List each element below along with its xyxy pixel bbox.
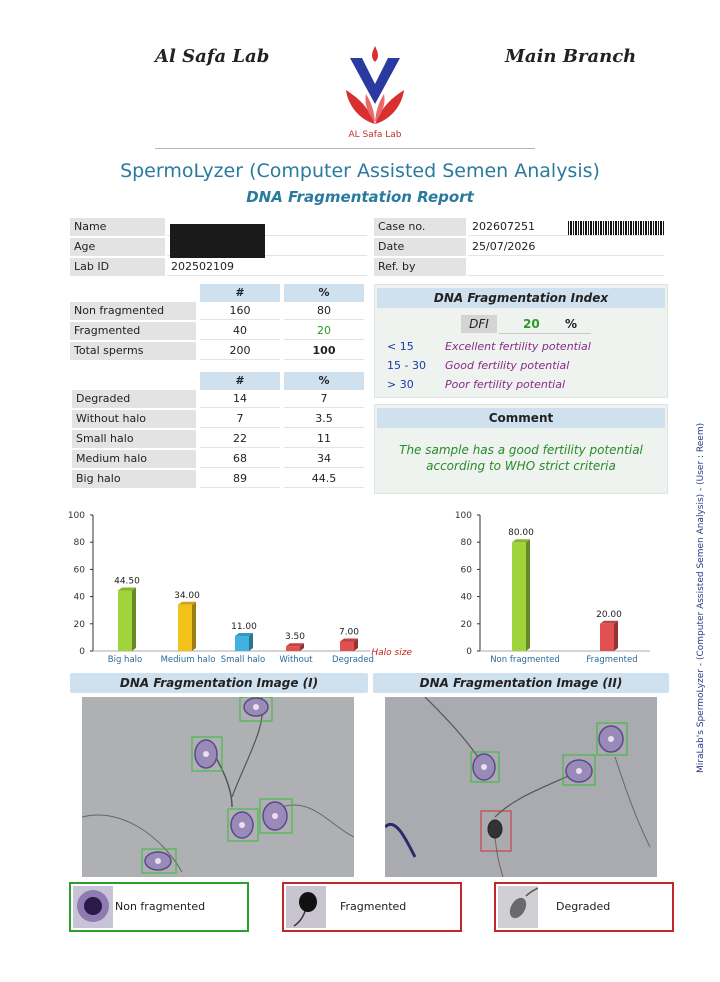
branch-name: Main Branch xyxy=(505,46,637,67)
halo-num: 89 xyxy=(200,470,280,488)
x-tick-label: Non fragmented xyxy=(490,655,560,665)
degraded-sample-icon xyxy=(498,886,538,928)
x-tick-label: Without xyxy=(279,655,313,665)
dfi-range: 15 - 30 xyxy=(387,359,426,372)
halo-size-chart xyxy=(60,505,420,670)
bar-front xyxy=(286,646,300,651)
case-label: Case no. xyxy=(374,218,466,236)
bar-side xyxy=(192,602,196,651)
bar xyxy=(286,643,304,651)
report-subtitle: DNA Fragmentation Report xyxy=(246,188,474,206)
report-title: SpermoLyzer (Computer Assisted Semen Analysis) xyxy=(120,160,600,182)
y-tick-label: 80 xyxy=(460,538,472,549)
bar-value-label: 7.00 xyxy=(338,627,360,638)
microscope-image-2 xyxy=(385,697,657,877)
dfi-label: DFI xyxy=(461,315,497,333)
bar xyxy=(235,633,253,651)
halo-pct: 7 xyxy=(284,390,364,408)
bar-front xyxy=(512,542,526,651)
lab-logo xyxy=(340,44,410,144)
y-tick-label: 40 xyxy=(73,592,85,603)
y-tick-label: 0 xyxy=(466,647,472,657)
x-tick-label: Small halo xyxy=(220,655,266,665)
y-tick-label: 20 xyxy=(73,619,85,630)
legend-nonfragmented xyxy=(69,882,249,932)
y-tick-label: 60 xyxy=(73,565,85,576)
y-tick-label: 40 xyxy=(460,592,472,603)
y-tick-label: 100 xyxy=(454,511,472,521)
bar-value-label: 11.00 xyxy=(231,622,257,633)
comment-title: Comment xyxy=(377,408,665,428)
count-pct: 20 xyxy=(284,322,364,340)
sidebar-credit xyxy=(690,375,710,775)
comment-panel xyxy=(374,404,668,494)
count-label: Non fragmented xyxy=(70,302,196,320)
bar xyxy=(118,587,136,651)
sidebar-credit-text: MiraLab's SpermoLyzer - (Computer Assisted Semen Analysis) - (User : Reem) xyxy=(696,422,706,773)
bar-front xyxy=(340,641,354,651)
bar-value-label: 20.00 xyxy=(596,609,622,620)
bar-value-label: 3.50 xyxy=(284,632,306,643)
ref-value xyxy=(468,258,664,276)
bar xyxy=(600,621,618,651)
bar-value-label: 34.00 xyxy=(174,590,200,601)
bar-value-label: 80.00 xyxy=(508,528,534,539)
count-pct: 100 xyxy=(284,342,364,360)
bar xyxy=(178,602,196,651)
halo-num: 22 xyxy=(200,430,280,448)
y-tick-label: 0 xyxy=(79,647,85,657)
fragmented-sample-icon xyxy=(286,886,326,928)
x-axis-label: Halo size xyxy=(371,648,412,658)
halo-pct: 34 xyxy=(284,450,364,468)
count-num: 40 xyxy=(200,322,280,340)
halo-pct: 3.5 xyxy=(284,410,364,428)
y-tick-label: 100 xyxy=(67,511,85,521)
y-tick-label: 20 xyxy=(460,619,472,630)
legend-degraded xyxy=(494,882,674,932)
comment-line: The sample has a good fertility potential xyxy=(399,443,643,457)
microscope-image-1 xyxy=(82,697,354,877)
image-title-1: DNA Fragmentation Image (I) xyxy=(70,673,368,693)
dfi-interpretation: Poor fertility potential xyxy=(445,378,566,391)
date-label: Date xyxy=(374,238,466,256)
bar-side xyxy=(249,633,253,651)
legend-nonfragmented-label: Non fragmented xyxy=(115,900,206,913)
x-tick-label: Fragmented xyxy=(586,655,638,665)
nonfragmented-sample-icon xyxy=(73,886,113,928)
case-value: 202607251 xyxy=(468,218,664,236)
legend-degraded-label: Degraded xyxy=(556,900,611,913)
count-num: 160 xyxy=(200,302,280,320)
age-label: Age xyxy=(70,238,165,256)
dfi-value: 20 xyxy=(523,317,540,331)
image-title-2: DNA Fragmentation Image (II) xyxy=(373,673,669,693)
labid-value: 202502109 xyxy=(167,258,367,276)
dfi-range: < 15 xyxy=(387,340,414,353)
halo-label: Big halo xyxy=(72,470,196,488)
y-tick-label: 80 xyxy=(73,538,85,549)
bar-front xyxy=(235,636,249,651)
halo-pct: 11 xyxy=(284,430,364,448)
halo-label: Small halo xyxy=(72,430,196,448)
halo-pct: 44.5 xyxy=(284,470,364,488)
bar-value-label: 44.50 xyxy=(114,576,140,587)
lab-name: Al Safa Lab xyxy=(155,46,270,67)
halo-num-header: # xyxy=(200,372,280,390)
logo-caption: AL Safa Lab xyxy=(348,130,402,140)
dfi-range: > 30 xyxy=(387,378,414,391)
halo-label: Degraded xyxy=(72,390,196,408)
halo-label: Medium halo xyxy=(72,450,196,468)
halo-num: 7 xyxy=(200,410,280,428)
dfi-title: DNA Fragmentation Index xyxy=(377,288,665,308)
legend-fragmented-label: Fragmented xyxy=(340,900,407,913)
name-label: Name xyxy=(70,218,165,236)
x-tick-label: Degraded xyxy=(332,655,374,665)
labid-label: Lab ID xyxy=(70,258,165,276)
date-value: 25/07/2026 xyxy=(468,238,664,256)
dfi-unit: % xyxy=(565,317,578,331)
bar-front xyxy=(600,624,614,651)
header-divider xyxy=(155,148,535,149)
halo-num: 14 xyxy=(200,390,280,408)
dfi-panel xyxy=(374,284,668,398)
count-label: Total sperms xyxy=(70,342,196,360)
count-pct: 80 xyxy=(284,302,364,320)
counts-num-header: # xyxy=(200,284,280,302)
bar-front xyxy=(178,605,192,651)
x-tick-label: Medium halo xyxy=(160,655,216,665)
legend-fragmented xyxy=(282,882,462,932)
bar-front xyxy=(118,590,132,651)
bar xyxy=(512,539,530,651)
fragmentation-chart xyxy=(440,505,685,670)
comment-line: according to WHO strict criteria xyxy=(426,459,616,473)
dfi-value-row xyxy=(499,315,591,334)
bar xyxy=(340,638,358,651)
bar-side xyxy=(132,587,136,651)
count-num: 200 xyxy=(200,342,280,360)
count-label: Fragmented xyxy=(70,322,196,340)
counts-pct-header: % xyxy=(284,284,364,302)
bar-side xyxy=(614,621,618,651)
dfi-interpretation: Excellent fertility potential xyxy=(445,340,591,353)
y-tick-label: 60 xyxy=(460,565,472,576)
x-tick-label: Big halo xyxy=(107,655,143,665)
halo-label: Without halo xyxy=(72,410,196,428)
bar-side xyxy=(526,539,530,651)
halo-pct-header: % xyxy=(284,372,364,390)
redaction-mark xyxy=(170,224,265,258)
ref-label: Ref. by xyxy=(374,258,466,276)
halo-num: 68 xyxy=(200,450,280,468)
dfi-interpretation: Good fertility potential xyxy=(445,359,570,372)
barcode xyxy=(568,221,664,235)
